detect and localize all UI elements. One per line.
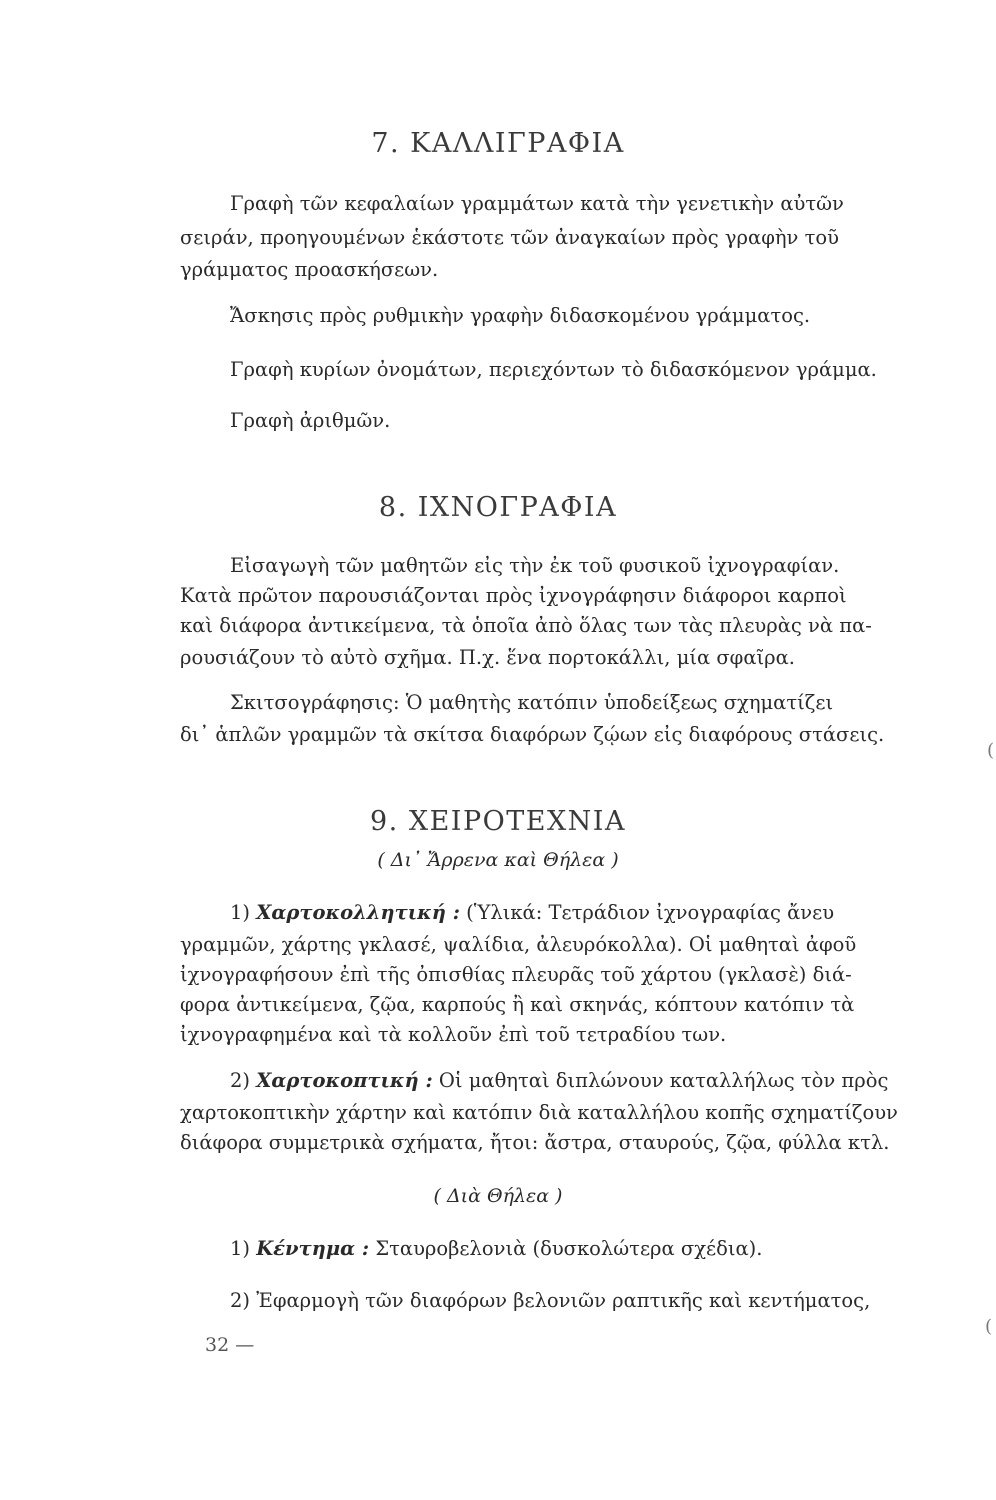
s7-line-1: Γραφὴ τῶν κεφαλαίων γραμμάτων κατὰ τὴν γενετικὴν αὐτῶν [230,192,844,215]
s7-line-3: γράμματος προασκήσεων. [180,258,439,281]
s9-item2-line-3: διάφορα συμμετρικὰ σχήματα, ἤτοι: ἄστρα, σταυρούς, ζῷα, φύλλα κτλ. [180,1131,890,1154]
s8-line-4: ρουσιάζουν τὸ αὐτὸ σχῆμα. Π.χ. ἕνα πορτοκάλλι, μία σφαῖρα. [180,646,795,669]
s7-line-6: Γραφὴ ἀριθμῶν. [230,409,391,432]
s8-line-3: καὶ διάφορα ἀντικείμενα, τὰ ὁποῖα ἀπὸ ὅλας των τὰς πλευρὰς νὰ πα- [180,614,872,637]
section-8-title: 8. ΙΧΝΟΓΡΑΦΙΑ [378,492,618,523]
s9-item1-line-1: 1) Χαρτοκολλητική : (Ὑλικά: Τετράδιον ἰχνογραφίας ἄνευ [230,901,835,924]
margin-mark-2: ( [985,1316,993,1337]
s7-line-2: σειράν, προηγουμένων ἑκάστοτε τῶν ἀναγκαίων πρὸς γραφὴν τοῦ [180,226,839,249]
s9-item1-line-3: ἰχνογραφήσουν ἐπὶ τῆς ὀπισθίας πλευρᾶς τοῦ χάρτου (γκλασὲ) διά- [180,963,852,986]
section-9-subtitle-boys: ( Δι᾿ Ἄρρενα καὶ Θήλεα ) [377,849,619,871]
s9-girls-item2: 2) Ἐφαρμογὴ τῶν διαφόρων βελονιῶν ραπτικῆς καὶ κεντήματος, [230,1289,871,1312]
s8-line-2: Κατὰ πρῶτον παρουσιάζονται πρὸς ἰχνογράφησιν διάφοροι καρποὶ [180,584,847,607]
section-7-title: 7. ΚΑΛΛΙΓΡΑΦΙΑ [371,128,625,159]
s9-item1-line-2: γραμμῶν, χάρτης γκλασέ, ψαλίδια, ἀλευρόκολλα). Οἱ μαθηταὶ ἀφοῦ [180,933,857,956]
s8-line-6: δι᾿ ἁπλῶν γραμμῶν τὰ σκίτσα διαφόρων ζῴων εἰς διαφόρους στάσεις. [180,723,885,746]
section-9-subtitle-girls: ( Διὰ Θήλεα ) [433,1185,563,1207]
s9-item2-line-2: χαρτοκοπτικὴν χάρτην καὶ κατόπιν διὰ καταλλήλου κοπῆς σχηματίζουν [180,1101,898,1124]
item-title: Κέντημα : [256,1237,370,1260]
s9-item1-line-5: ἰχνογραφημένα καὶ τὰ κολλοῦν ἐπὶ τοῦ τετραδίου των. [180,1023,727,1046]
s9-girls-item1: 1) Κέντημα : Σταυροβελονιὰ (δυσκολώτερα σχέδια). [230,1237,763,1260]
item-title: Χαρτοκοπτική : [256,1069,433,1092]
section-9-title: 9. ΧΕΙΡΟΤΕΧΝΙΑ [370,806,626,837]
s8-line-1: Εἰσαγωγὴ τῶν μαθητῶν εἰς τὴν ἐκ τοῦ φυσικοῦ ἰχνογραφίαν. [230,554,840,577]
item-title: Χαρτοκολλητική : [256,901,460,924]
page-number: 32 — [205,1334,255,1356]
s9-item1-line-4: φορα ἀντικείμενα, ζῷα, καρπούς ἢ καὶ σκηνάς, κόπτουν κατόπιν τὰ [180,993,855,1016]
s8-line-5: Σκιτσογράφησις: Ὁ μαθητὴς κατόπιν ὑποδείξεως σχηματίζει [230,691,834,714]
s7-line-4: Ἄσκησις πρὸς ρυθμικὴν γραφὴν διδασκομένου γράμματος. [230,304,811,327]
s7-line-5: Γραφὴ κυρίων ὀνομάτων, περιεχόντων τὸ διδασκόμενον γράμμα. [230,358,877,381]
s9-item2-line-1: 2) Χαρτοκοπτική : Οἱ μαθηταὶ διπλώνουν καταλλήλως τὸν πρὸς [230,1069,889,1092]
margin-mark-1: ( [987,740,995,761]
